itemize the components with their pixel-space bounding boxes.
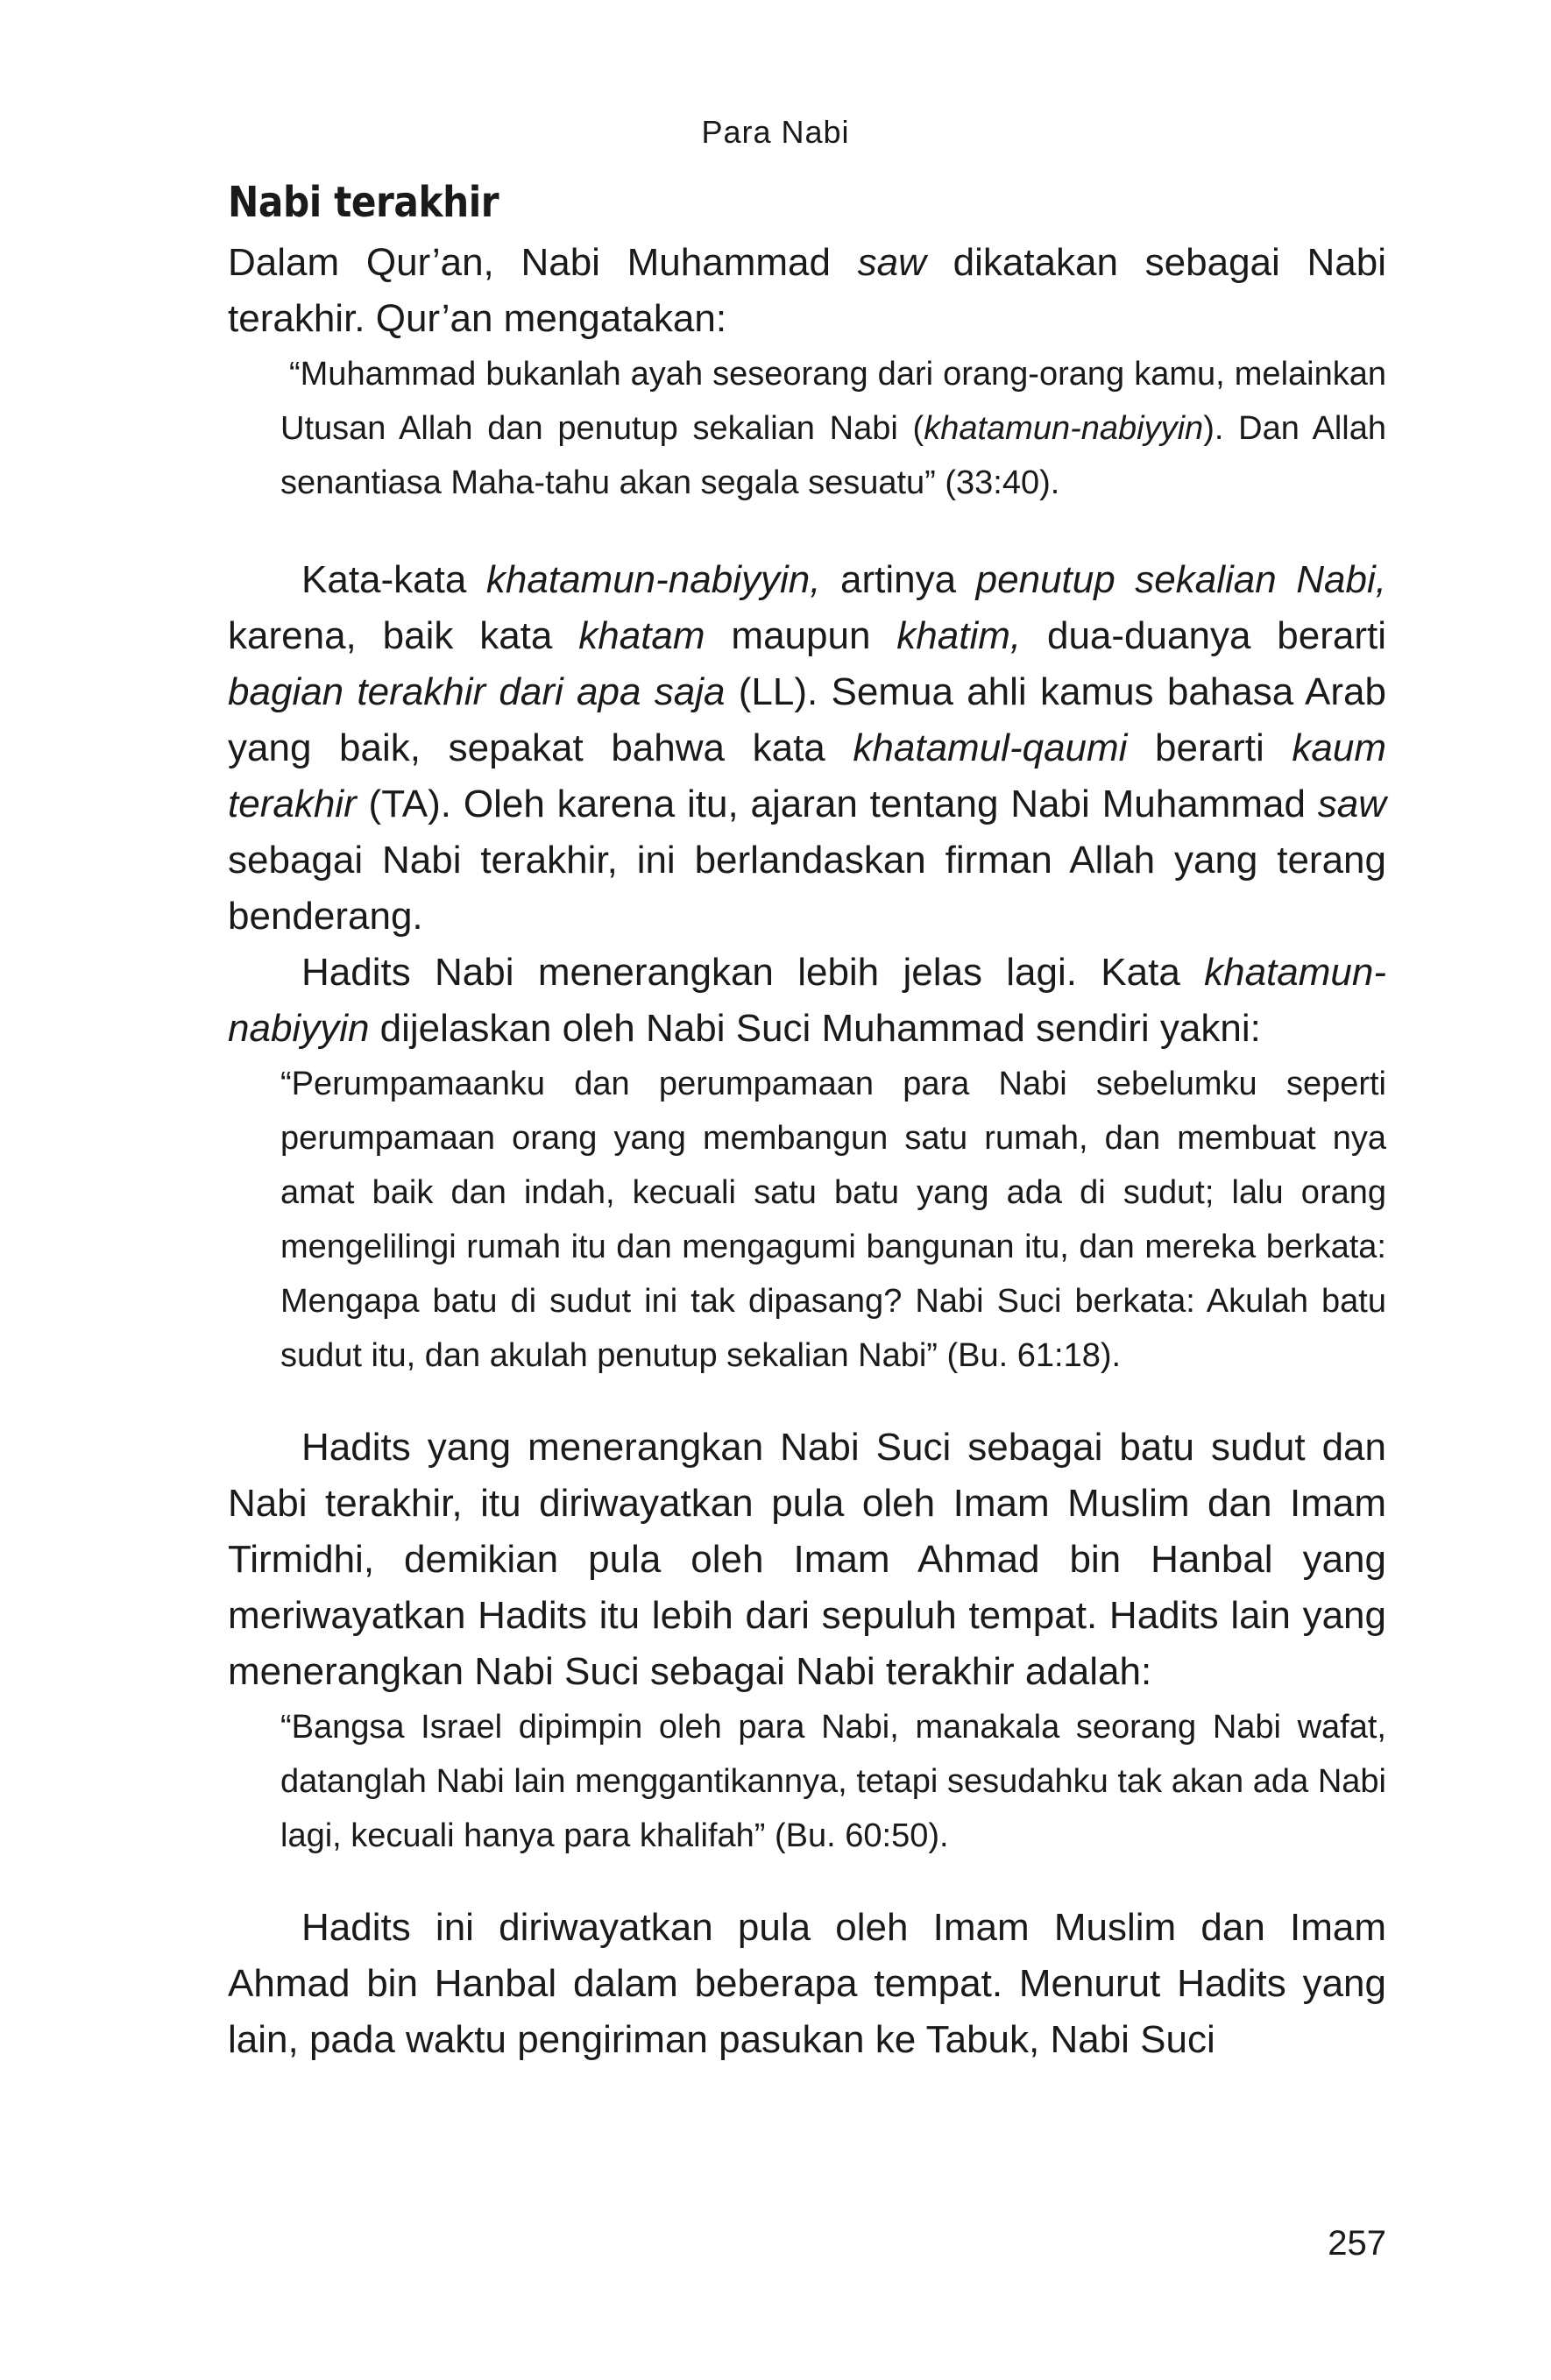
- hadith-quote-israel: “Bangsa Israel dipimpin oleh para Nabi, manakala seorang Nabi wafat, datanglah Nabi lain menggantikannya, tetapi sesudahku tak akan ada Nabi lagi, kecuali hanya para khalifah” (Bu. 60:50).: [280, 1709, 1386, 1854]
- running-header: Para Nabi: [701, 114, 850, 150]
- quran-quote: “Muhammad bukanlah ayah seseorang dari orang-orang kamu, melainkan Utusan Allah dan penutup sekalian Nabi (khatamun-nabiyyin). Dan Allah senantiasa Maha-tahu akan segala sesuatu” (33:40).: [280, 356, 1386, 501]
- page-body: [228, 175, 1386, 2068]
- paragraph-intro: Dalam Qur’an, Nabi Muhammad saw dikatakan sebagai Nabi terakhir. Qur’an mengatakan:: [228, 241, 1386, 340]
- page-number: 257: [1328, 2224, 1386, 2263]
- hadith-quote-cornerstone: “Perumpamaanku dan perumpamaan para Nabi sebelumku seperti perumpamaan orang yang membangun satu rumah, dan membuat nya amat baik dan indah, kecuali satu batu yang ada di sudut; lalu orang mengelilingi rumah itu dan mengagumi bangunan itu, dan mereka berkata: Mengapa batu di sudut ini tak dipasang? Nabi Suci berkata: Akulah batu sudut itu, dan akulah penutup sekalian Nabi” (Bu. 61:18).: [280, 1066, 1386, 1374]
- paragraph-hadits-intro: Hadits Nabi menerangkan lebih jelas lagi. Kata khatamun-nabiyyin dijelaskan oleh Nabi Suci Muhammad sendiri yakni:: [228, 951, 1386, 1050]
- paragraph-khatamun: Kata-kata khatamun-nabiyyin, artinya penutup sekalian Nabi, karena, baik kata khatam maupun khatim, dua-duanya berarti bagian terakhir dari apa saja (LL). Semua ahli kamus bahasa Arab yang baik, sepakat bahwa kata khatamul-qaumi berarti kaum terakhir (TA). Oleh karena itu, ajaran tentang Nabi Muhammad saw sebagai Nabi terakhir, ini berlandaskan firman Allah yang terang benderang.: [228, 558, 1386, 938]
- paragraph-tabuk: Hadits ini diriwayatkan pula oleh Imam Muslim dan Imam Ahmad bin Hanbal dalam beberapa tempat. Menurut Hadits yang lain, pada waktu pengiriman pasukan ke Tabuk, Nabi Suci: [228, 1906, 1386, 2061]
- section-title: Nabi terakhir: [228, 178, 499, 227]
- paragraph-narrators: Hadits yang menerangkan Nabi Suci sebagai batu sudut dan Nabi terakhir, itu diriwayatkan pula oleh Imam Muslim dan Imam Tirmidhi, demikian pula oleh Imam Ahmad bin Hanbal yang meriwayatkan Hadits itu lebih dari sepuluh tempat. Hadits lain yang menerangkan Nabi Suci sebagai Nabi terakhir adalah:: [228, 1426, 1386, 1693]
